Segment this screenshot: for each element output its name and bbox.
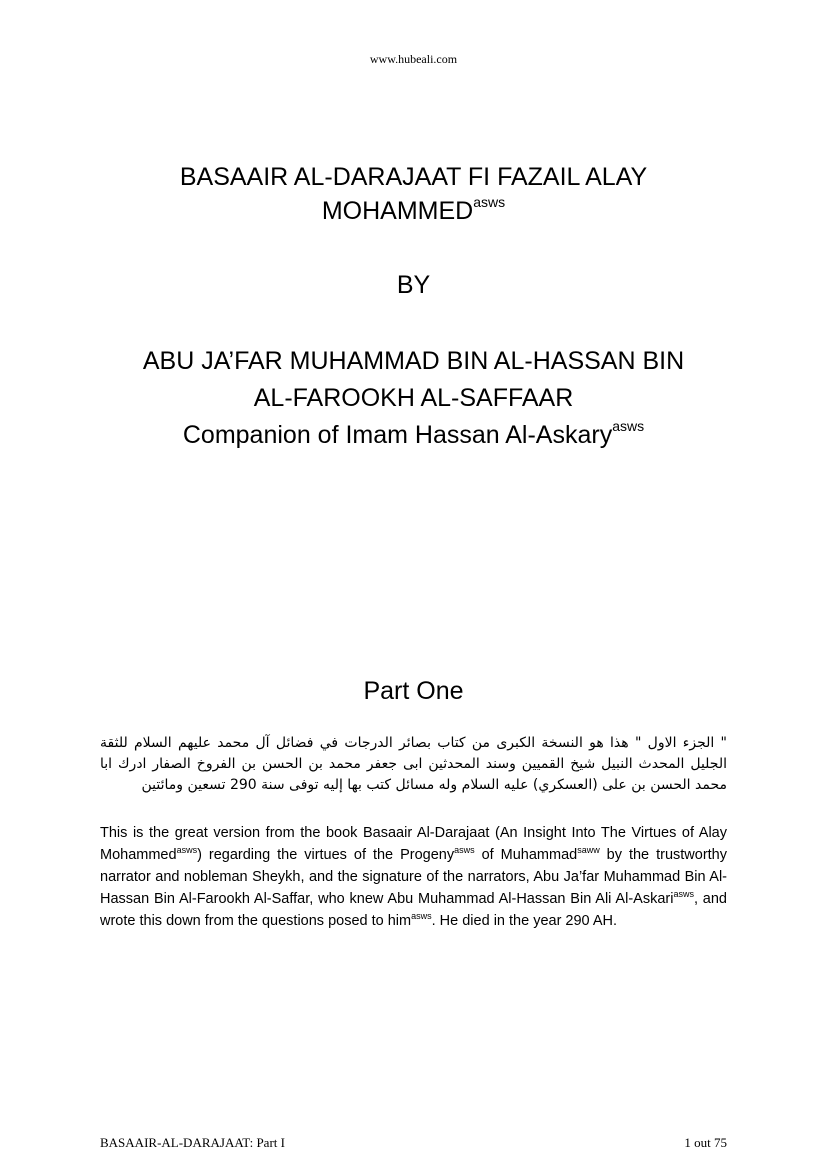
footer-page-number: 1 out 75 (684, 1135, 727, 1150)
english-sup3: saww (577, 845, 600, 855)
book-title-name: MOHAMMED (321, 197, 474, 225)
english-seg5: , and wrote this down from the questions posed to him (100, 891, 727, 929)
author-line3 (60, 417, 767, 454)
author-companion-text: Companion of Imam Hassan Al-Askary (182, 421, 613, 449)
part-heading: Part One (363, 677, 464, 705)
book-title-line2 (100, 194, 727, 228)
author-block (60, 343, 767, 454)
arabic-paragraph: " الجزء الاول " هذا هو النسخة الكبرى من كتاب بصائر الدرجات في فضائل آل محمد عليهم السلام للثقة الجليل المحدث النبيل شيخ القميين وسند المحدثين ابى جعفر محمد بن الحسن بن الفروخ الصفار ادرك ابا محمد الحسن بن على (العسكري) عليه السلام وله مسائل كتب بها إليه توفى سنة 290 تسعين ومائتين (100, 735, 727, 793)
english-sup1: asws (176, 845, 198, 855)
english-seg4: by the trustworthy narrator and nobleman Sheykh, and the signature of the narrators, Abu Ja’far Muhammad Bin Al-Hassan Bin Al-Farookh Al-Saffar, who knew Abu Muhammad Al-Hassan Bin Ali Al-Askari (100, 847, 727, 907)
title-honorific: asws (473, 194, 506, 210)
footer-book-title: BASAAIR-AL-DARAJAAT: Part I (100, 1135, 285, 1150)
english-seg2: ) regarding the virtues of the Progeny (197, 847, 455, 863)
english-seg6: . He died in the year 290 AH. (431, 913, 618, 929)
english-seg3: of Muhammad (474, 847, 578, 863)
header-url: www.hubeali.com (369, 52, 458, 66)
author-line1: ABU JA’FAR MUHAMMAD BIN AL-HASSAN BIN (142, 347, 685, 375)
book-title-line1: BASAAIR AL-DARAJAAT FI FAZAIL ALAY (179, 163, 648, 191)
english-sup2: asws (454, 845, 475, 855)
author-line2: AL-FAROOKH AL-SAFFAAR (253, 384, 574, 412)
english-seg1: This is the great version from the book Basaair Al-Darajaat (An Insight Into The Virtues of Alay Mohammed (100, 825, 727, 863)
book-title (100, 160, 727, 228)
author-honorific: asws (612, 418, 645, 434)
english-sup4: asws (673, 889, 694, 899)
english-sup5: asws (411, 911, 432, 921)
english-paragraph (100, 822, 727, 932)
by-line: BY (396, 271, 431, 299)
